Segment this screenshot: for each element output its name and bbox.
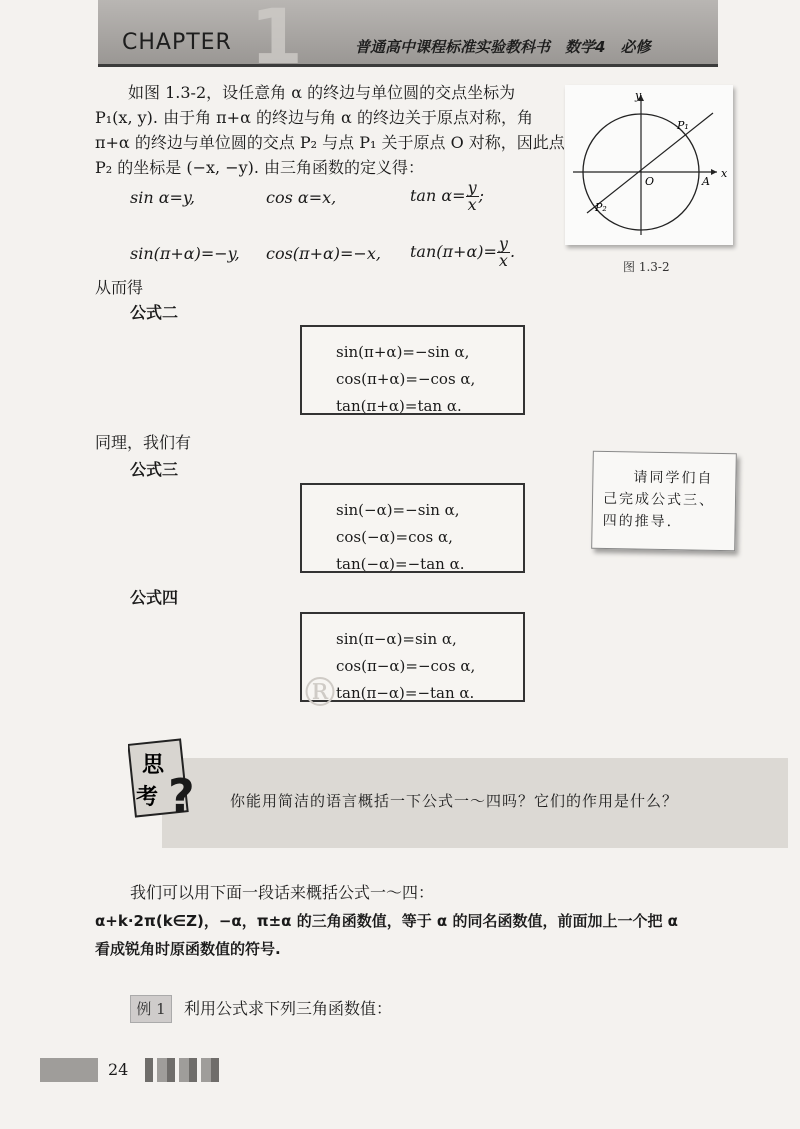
tan-pi-fraction: $\frac{y}{x}$: [498, 234, 508, 270]
unit-circle-figure: [565, 85, 733, 245]
formula2-line-2: cos(π+α)=−cos α,: [336, 370, 476, 388]
def-tan-pi: tan(π+α)= $\frac{y}{x}$ .: [410, 234, 516, 270]
terminal-line: [587, 113, 713, 213]
formula4-title: 公式四: [130, 588, 179, 607]
def-cos: cos α=x,: [266, 188, 337, 207]
svg-text:思: 思: [142, 753, 165, 778]
similarly-text: 同理，我们有: [95, 433, 192, 452]
side-note-text: 请同学们自己完成公式三、四的推导.: [602, 469, 716, 531]
formula4-line-3: tan(π−α)=−tan α.: [336, 684, 475, 702]
point-p1-label: P₁: [677, 119, 689, 132]
intro-line-1: 如图 1.3-2，设任意角 α 的终边与单位圆的交点坐标为: [128, 83, 516, 102]
formula4-line-1: sin(π−α)=sin α,: [336, 630, 457, 648]
axis-label-y: y: [635, 89, 642, 102]
book-title: 普通高中课程标准实验教科书 数学4 必修: [355, 38, 651, 56]
def-sin: sin α=y,: [130, 188, 195, 207]
formula3-line-3: tan(−α)=−tan α.: [336, 555, 465, 573]
formula2-title: 公式二: [130, 303, 179, 322]
svg-text:考: 考: [136, 785, 159, 810]
formula2-line-3: tan(π+α)=tan α.: [336, 397, 462, 415]
unit-circle-diagram: [565, 85, 733, 245]
intro-line-3: π+α 的终边与单位圆的交点 P₂ 与点 P₁ 关于原点 O 对称，因此点: [95, 133, 565, 152]
formula3-line-2: cos(−α)=cos α,: [336, 528, 453, 546]
formula3-title: 公式三: [130, 460, 179, 479]
think-question-icon: [128, 738, 204, 824]
point-a-label: A: [702, 175, 710, 188]
summary-line-3: 看成锐角时原函数值的符号.: [95, 940, 281, 958]
footer-bar-left: [40, 1058, 98, 1082]
summary-line-2: α+k·2π(k∈Z)，−α，π±α 的三角函数值，等于 α 的同名函数值，前面加上一个把 α: [95, 912, 678, 930]
summary-line-1: 我们可以用下面一段话来概括公式一～四：: [130, 883, 435, 902]
think-question: 你能用简洁的语言概括一下公式一～四吗？它们的作用是什么？: [230, 792, 679, 810]
axis-label-x: x: [721, 167, 728, 180]
intro-line-4: P₂ 的坐标是 (−x, −y). 由三角函数的定义得：: [95, 158, 425, 177]
example-label: 例 1: [130, 995, 172, 1023]
example-text: 利用公式求下列三角函数值：: [184, 999, 393, 1018]
page-number: 24: [108, 1060, 129, 1079]
formula4-line-2: cos(π−α)=−cos α,: [336, 657, 476, 675]
chapter-number: 1: [250, 0, 303, 81]
chapter-label: CHAPTER: [122, 30, 232, 55]
intro-line-2: P₁(x, y). 由于角 π+α 的终边与角 α 的终边关于原点对称，角: [95, 108, 533, 127]
side-note: [591, 451, 737, 551]
formula2-line-1: sin(π+α)=−sin α,: [336, 343, 470, 361]
footer-bar-right: [145, 1058, 220, 1082]
point-p2-label: P₂: [595, 201, 607, 214]
def-cos-pi: cos(π+α)=−x,: [266, 244, 381, 263]
think-icon: [128, 738, 204, 824]
def-sin-pi: sin(π+α)=−y,: [130, 244, 240, 263]
tan-fraction: $\frac{y}{x}$: [467, 178, 477, 214]
figure-caption: 图 1.3-2: [623, 260, 670, 274]
formula3-line-1: sin(−α)=−sin α,: [336, 501, 460, 519]
origin-label: O: [645, 175, 655, 188]
formula2-box: [300, 325, 525, 415]
formula3-box: [300, 483, 525, 573]
x-axis-arrow: [711, 169, 717, 175]
watermark: ®: [300, 670, 370, 716]
def-tan: tan α= $\frac{y}{x}$ ;: [410, 178, 485, 214]
therefore-text: 从而得: [95, 278, 144, 297]
intro-paragraph: [95, 80, 565, 180]
question-mark: ?: [168, 769, 195, 823]
